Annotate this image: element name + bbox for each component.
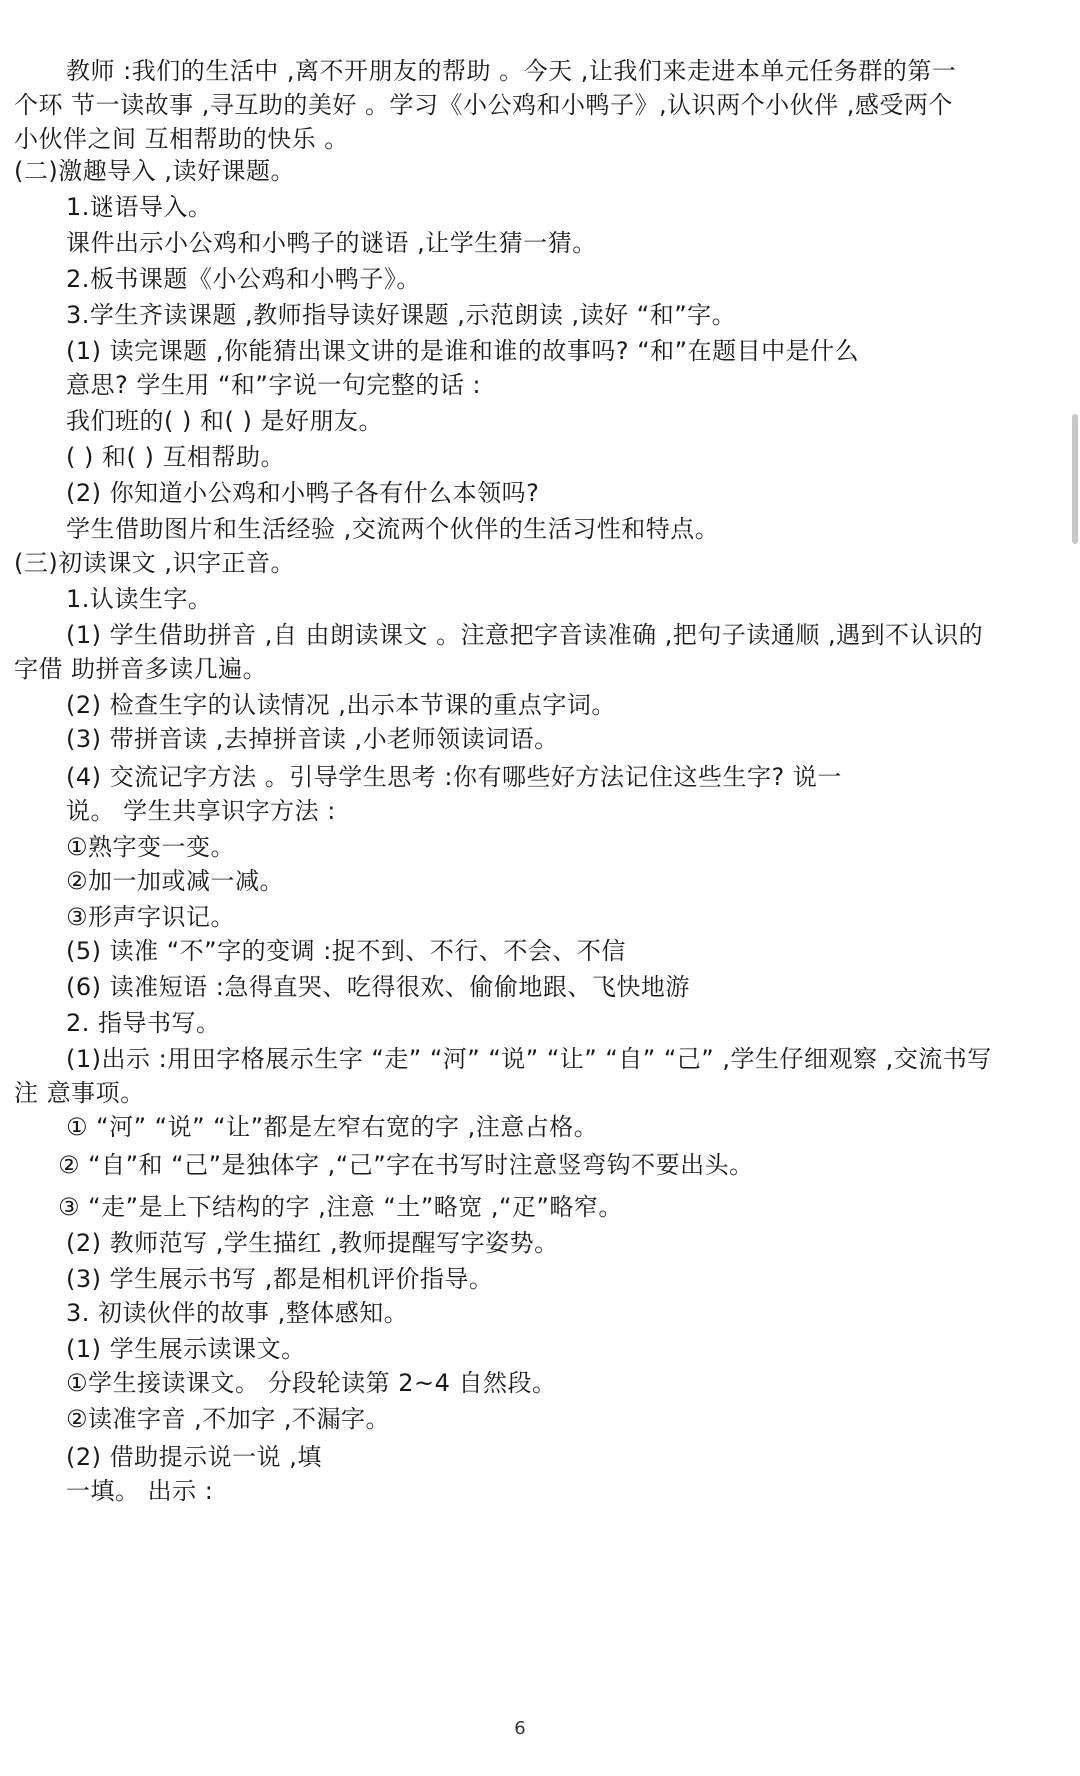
list-item: ③ “走”是上下结构的字 ,注意 “土”略宽 ,“疋”略窄。 <box>58 1193 623 1221</box>
scrollbar[interactable] <box>1068 0 1080 1776</box>
paragraph-line: (2) 检查生字的认读情况 ,出示本节课的重点字词。 <box>66 691 616 719</box>
paragraph-line: (2) 你知道小公鸡和小鸭子各有什么本领吗? <box>66 479 540 507</box>
paragraph-line: 个环 节一读故事 ,寻互助的美好 。学习《小公鸡和小鸭子》,认识两个小伙伴 ,感受两个 <box>14 91 953 119</box>
paragraph-line: 学生借助图片和生活经验 ,交流两个伙伴的生活习性和特点。 <box>66 515 720 543</box>
paragraph-line: 课件出示小公鸡和小鸭子的谜语 ,让学生猜一猜。 <box>66 229 597 257</box>
paragraph-line: 注 意事项。 <box>14 1079 145 1107</box>
paragraph-line: 2. 指导书写。 <box>66 1009 221 1037</box>
paragraph-line: (1) 学生借助拼音 ,自 由朗读课文 。注意把字音读准确 ,把句子读通顺 ,遇到不认识的 <box>66 621 984 649</box>
paragraph-line: 教师 :我们的生活中 ,离不开朋友的帮助 。今天 ,让我们来走进本单元任务群的第一 <box>66 57 957 85</box>
list-item: ③形声字识记。 <box>66 903 236 931</box>
paragraph-line: 1.谜语导入。 <box>66 193 213 221</box>
paragraph-line: (6) 读准短语 :急得直哭、吃得很欢、偷偷地跟、飞快地游 <box>66 973 690 1001</box>
paragraph-line: 说。 学生共享识字方法 : <box>66 797 336 825</box>
section-heading: (三)初读课文 ,识字正音。 <box>14 549 295 577</box>
paragraph-line: 一填。 出示 : <box>66 1477 214 1505</box>
paragraph-line: (5) 读准 “不”字的变调 :捉不到、不行、不会、不信 <box>66 937 626 965</box>
list-item: ② “自”和 “己”是独体字 ,“己”字在书写时注意竖弯钩不要出头。 <box>58 1151 754 1179</box>
list-item: ①熟字变一变。 <box>66 833 236 861</box>
paragraph-line: 1.认读生字。 <box>66 585 213 613</box>
fill-in-blank-line: 我们班的( ) 和( ) 是好朋友。 <box>66 407 383 435</box>
paragraph-line: (2) 借助提示说一说 ,填 <box>66 1443 322 1471</box>
list-item: ②加一加或减一减。 <box>66 867 285 895</box>
paragraph-line: (3) 学生展示书写 ,都是相机评价指导。 <box>66 1265 494 1293</box>
paragraph-line: (2) 教师范写 ,学生描红 ,教师提醒写字姿势。 <box>66 1229 559 1257</box>
paragraph-line: (1)出示 :用田字格展示生字 “走” “河” “说” “让” “自” “己” ,学生仔细观察 ,交流书写 <box>66 1045 992 1073</box>
paragraph-line: 3.学生齐读课题 ,教师指导读好课题 ,示范朗读 ,读好 “和”字。 <box>66 301 737 329</box>
paragraph-line: 3. 初读伙伴的故事 ,整体感知。 <box>66 1299 409 1327</box>
paragraph-line: 2.板书课题《小公鸡和小鸭子》。 <box>66 265 421 293</box>
paragraph-line: 小伙伴之间 互相帮助的快乐 。 <box>14 125 349 153</box>
list-item: ①学生接读课文。 分段轮读第 2~4 自然段。 <box>66 1369 557 1397</box>
paragraph-line: (3) 带拼音读 ,去掉拼音读 ,小老师领读词语。 <box>66 725 559 753</box>
paragraph-line: (4) 交流记字方法 。引导学生思考 :你有哪些好方法记住这些生字? 说一 <box>66 763 842 791</box>
section-heading: (二)激趣导入 ,读好课题。 <box>14 157 295 185</box>
paragraph-line: (1) 学生展示读课文。 <box>66 1335 306 1363</box>
page-number: 6 <box>514 1718 526 1739</box>
list-item: ②读准字音 ,不加字 ,不漏字。 <box>66 1405 391 1433</box>
fill-in-blank-line: ( ) 和( ) 互相帮助。 <box>66 443 285 471</box>
scrollbar-thumb[interactable] <box>1072 414 1078 544</box>
list-item: ① “河” “说” “让”都是左窄右宽的字 ,注意占格。 <box>66 1113 599 1141</box>
paragraph-line: (1) 读完课题 ,你能猜出课文讲的是谁和谁的故事吗? “和”在题目中是什么 <box>66 337 860 365</box>
paragraph-line: 意思? 学生用 “和”字说一句完整的话 : <box>66 371 482 399</box>
paragraph-line: 字借 助拼音多读几遍。 <box>14 655 268 683</box>
